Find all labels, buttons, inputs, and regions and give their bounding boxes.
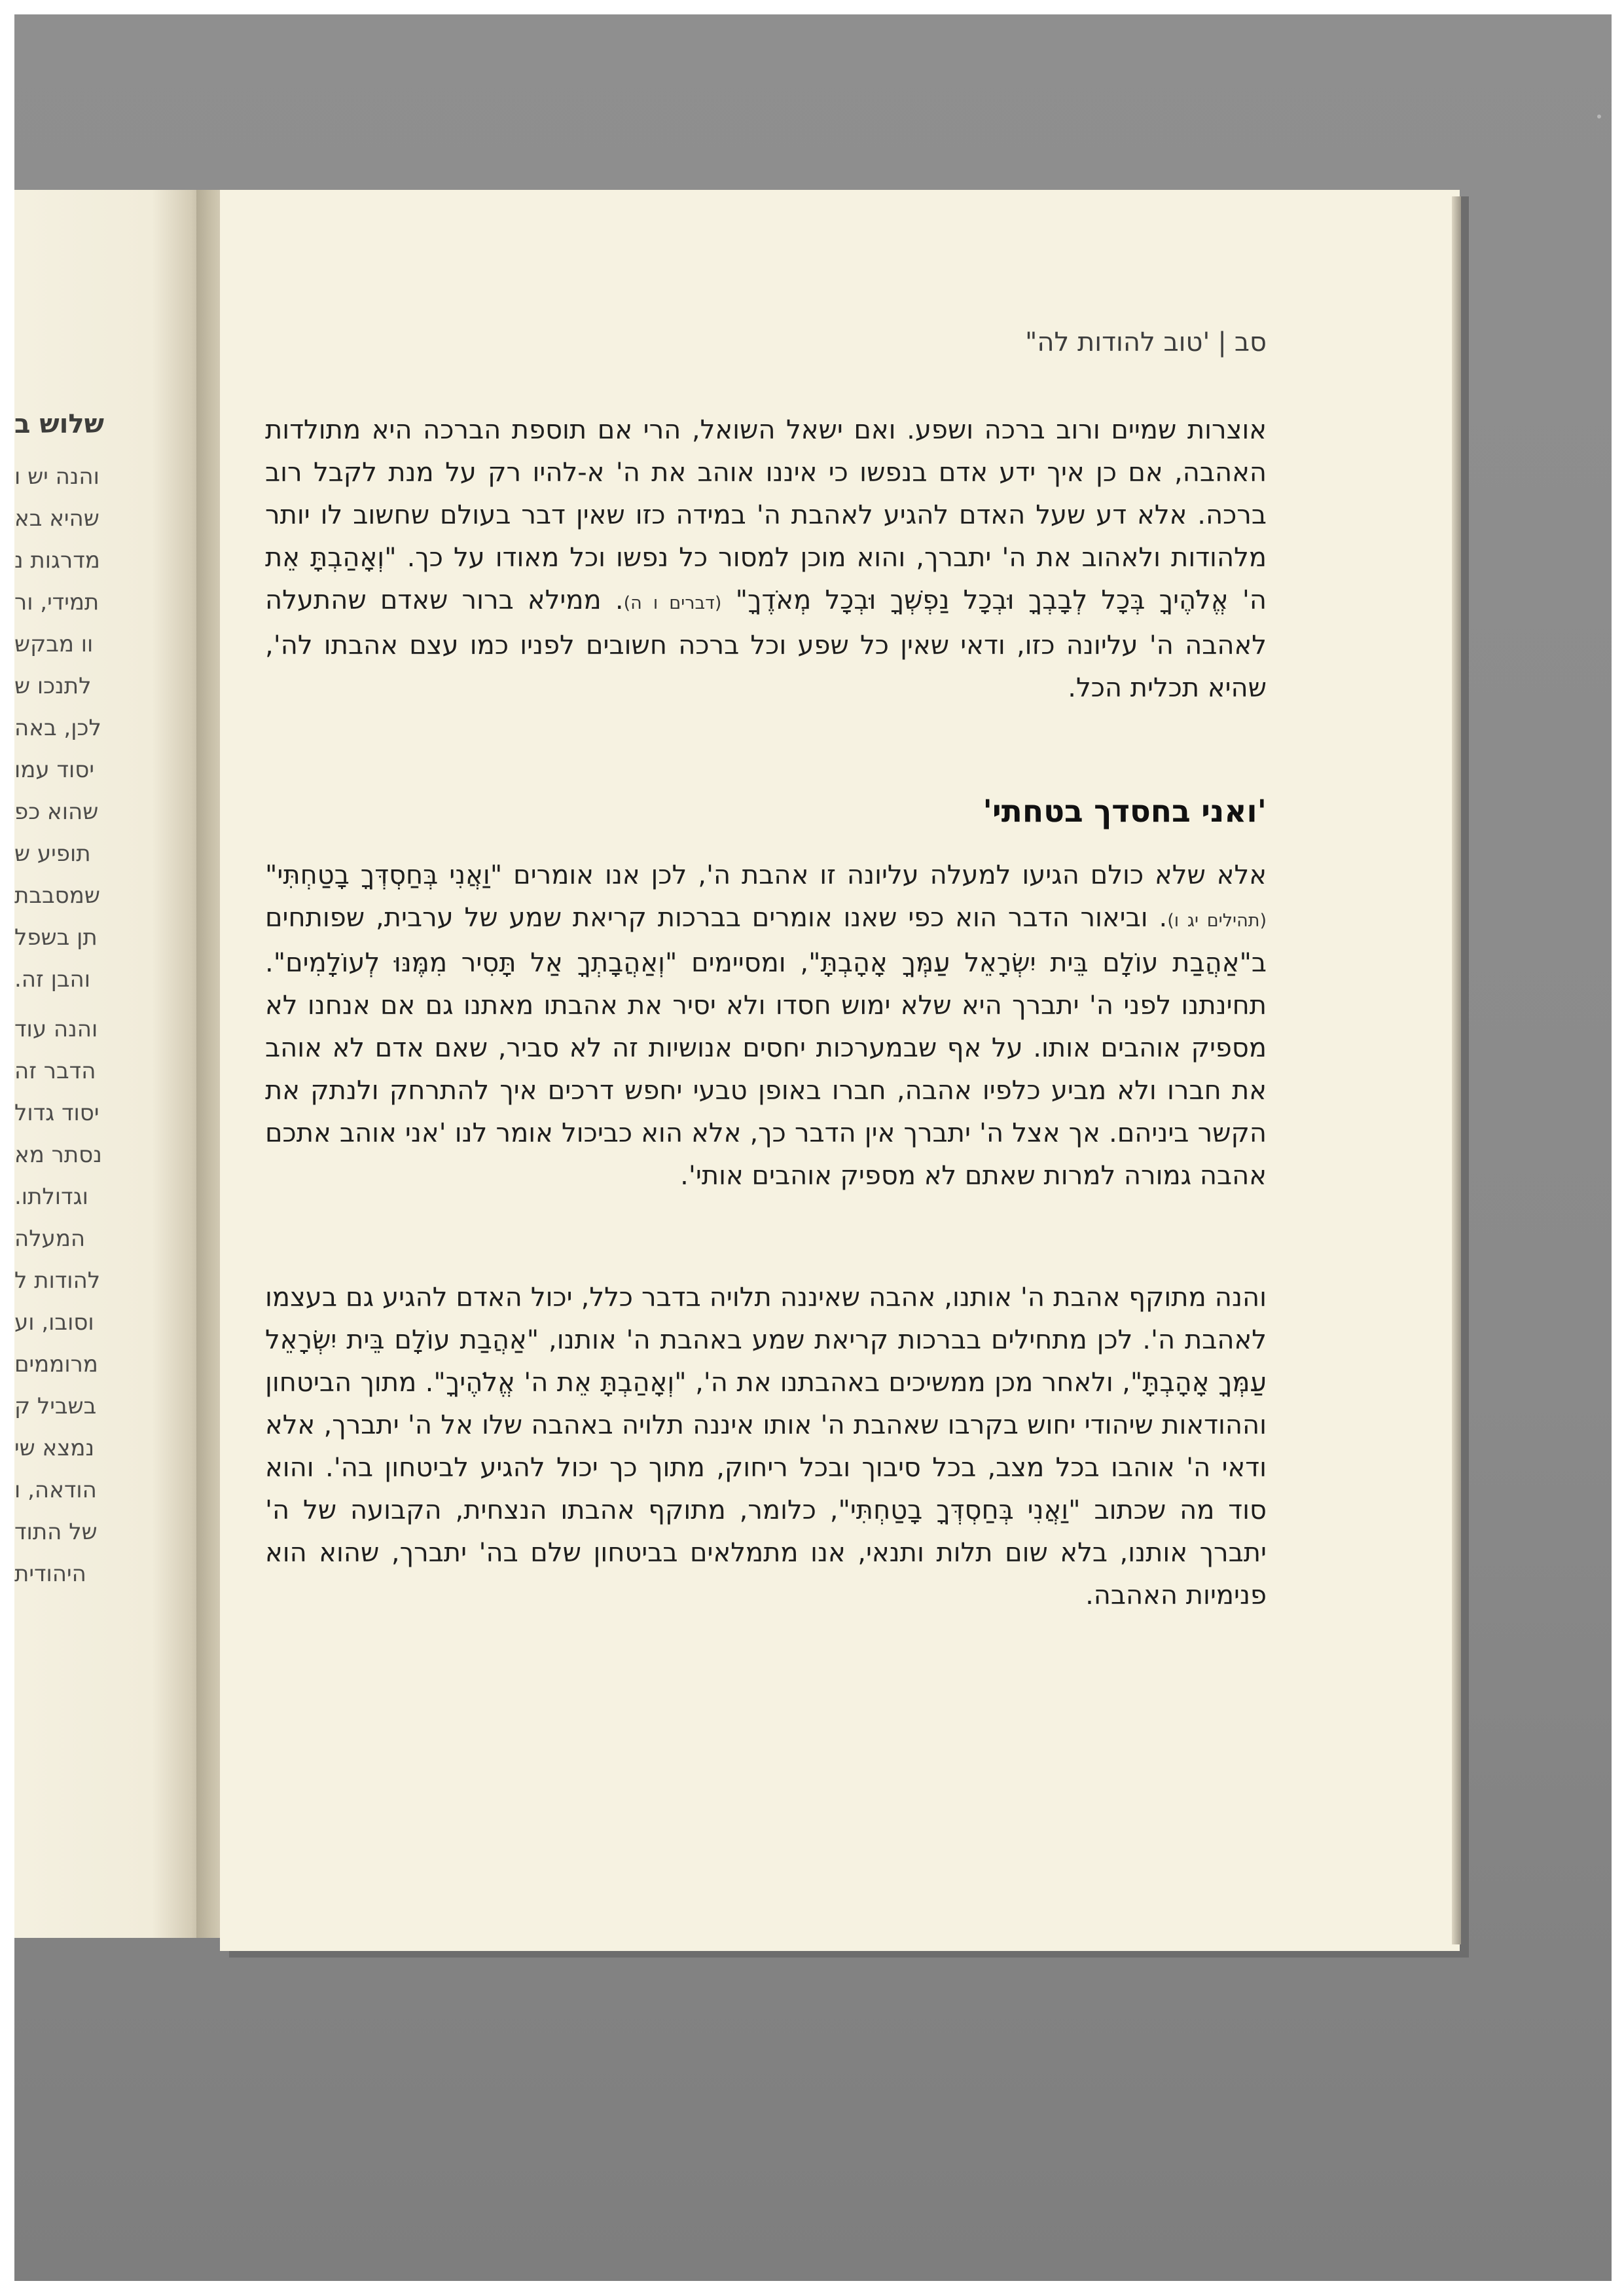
header-separator: |: [1218, 327, 1227, 357]
left-page-line: תופיע ש: [14, 841, 91, 867]
left-page-line: הודאה, ו: [14, 1477, 97, 1503]
paragraph-2-text-a: אלא שלא כולם הגיעו למעלה עליונה זו אהבת ה', לכן אנו אומרים "וַאֲנִי בְּחַסְדְּךָ בָטַחְתִּי": [265, 860, 1267, 890]
left-page-line: בשביל ק: [14, 1393, 97, 1419]
scan-dust-speck: [1597, 115, 1601, 118]
page-edge: [1452, 196, 1461, 1944]
left-page-line: היהודית: [14, 1561, 86, 1587]
left-page-line: להודות ל: [14, 1267, 101, 1294]
left-page-line: לכן, באה: [14, 715, 101, 741]
left-page-line: והנה יש ו: [14, 464, 99, 490]
left-page-line: המעלה: [14, 1226, 86, 1252]
running-header: [249, 327, 1267, 357]
left-page-line: וסובו, וע: [14, 1309, 94, 1336]
left-page-line: וו מבקש: [14, 631, 94, 657]
left-page-line: תן בשפל: [14, 924, 98, 951]
left-page: [14, 190, 211, 1938]
left-page-line: של התוד: [14, 1519, 98, 1545]
left-page-line: יסוד עמו: [14, 757, 94, 783]
left-page-line: לתנכו ש: [14, 673, 92, 699]
paragraph-1-text-b: . ממילא ברור שאדם שהתעלה לאהבה ה' עליונה כזו, ודאי שאין כל שפע וכל ברכה חשובים לפניו כמו עצם אהבתו לה', שהיא תכלית הכל.: [265, 585, 1267, 703]
verse-reference: (דברים ו ה): [623, 593, 722, 613]
left-page-line: נמצא שי: [14, 1435, 95, 1461]
left-page-line: שהוא כפ: [14, 799, 99, 825]
verse-reference: (תהילים יג ו): [1167, 911, 1267, 931]
paragraph-2-text-b: . וביאור הדבר הוא כפי שאנו אומרים בברכות קריאת שמע של ערבית, שפותחים ב"אַהֲבַת עוֹלָם בֵּית יִשְׂרָאֵל עַמְּךָ אָהָבְתָּ", ומסיימים "וְאַהֲבָתְךָ אַל תָּסִיר מִמֶּנּוּ לְעוֹלָמִים". תחינתנו לפני ה' יתברך היא שלא ימוש חסדו ולא יסיר את אהבתו מאתנו גם אם אנחנו לא מספיק אוהבים אותו. על אף שבמערכות יחסים אנושיות זה לא סביר, שאם אדם לא אוהב את חברו ולא מביע כלפיו אהבה, חברו באופן טבעי יחפש דרכים איך להתרחק ולנתק את הקשר ביניהם. אך אצל ה' יתברך אין הדבר כך, אלא הוא כביכול אומר לנו 'אני אוהב אתכם אהבה גמורה למרות שאתם לא מספיק אוהבים אותי'.: [265, 903, 1267, 1191]
page-number: סב: [1234, 327, 1267, 357]
left-page-line: מדרגות נ: [14, 547, 100, 574]
paragraph-1-text-a: אוצרות שמיים ורוב ברכה ושפע. ואם ישאל השואל, הרי אם תוספת הברכה היא מתולדות האהבה, אם כן איך ידע אדם בנפשו כי איננו אוהב את ה' א-להיו רק על מנת לקבל רוב ברכה. אלא דע שעל האדם להגיע לאהבת ה' במידה כזו שאין דבר בעולם שחשוב לו יותר מלהודות ולאהוב את ה' יתברך, והוא מוכן למסור כל נפשו וכל מאודו על כך. "וְאָהַבְתָּ אֵת ה' אֱלֹהֶיךָ בְּכָל לְבָבְךָ וּבְכָל נַפְשְׁךָ וּבְכָל מְאֹדֶךָ": [265, 415, 1267, 615]
left-page-line: שמסבבת: [14, 883, 100, 909]
paragraph-3: והנה מתוקף אהבת ה' אותנו, אהבה שאיננה תלויה בדבר כלל, יכול האדם להגיע גם בעצמו לאהבת ה'. לכן מתחילים בברכות קריאת שמע באהבת ה' אותנו, "אַהֲבַת עוֹלָם בֵּית יִשְׂרָאֵל עַמְּךָ אָהָבְתָּ", ולאחר מכן ממשיכים באהבתנו את ה', "וְאָהַבְתָּ אֵת ה' אֱלֹהֶיךָ". מתוך הביטחון וההודאות שיהודי יחוש בקרבו שאהבת ה' אותו איננה תלויה באהבה שלו אל ה' יתברך, אלא ודאי ה' אוהבו בכל מצב, בכל סיבוך ובכל ריחוק, מתוך כך יכול להגיע לביטחון בה'. והוא סוד מה שכתוב "וַאֲנִי בְּחַסְדְּךָ בָטַחְתִּי", כלומר, מתוקף אהבתו הנצחית, הקבועה של ה' יתברך אותנו, בלא שום תלות ותנאי, אנו מתמלאים בביטחון שלם בה' יתברך, שהוא הוא פנימיות האהבה.: [265, 1283, 1267, 1611]
running-title: 'טוב להודות לה": [1024, 327, 1210, 357]
paragraph-2: [265, 854, 1267, 1197]
left-page-line: נסתר מא: [14, 1142, 102, 1168]
left-page-line: והבן זה.: [14, 966, 90, 993]
left-page-line: מרוממים: [14, 1351, 98, 1377]
left-page-line: תמידי, ור: [14, 589, 99, 615]
paragraph-1: [265, 409, 1267, 710]
section-title: 'ואני בחסדך בטחתי': [983, 793, 1267, 829]
left-page-line: שלוש ב: [14, 409, 104, 439]
left-page-line: יסוד גדול: [14, 1100, 99, 1126]
left-page-line: וגדולתו.: [14, 1184, 88, 1210]
left-page-line: והנה עוד: [14, 1016, 98, 1042]
left-page-line: הדבר זה: [14, 1058, 96, 1084]
left-page-line: שהיא בא: [14, 505, 99, 532]
